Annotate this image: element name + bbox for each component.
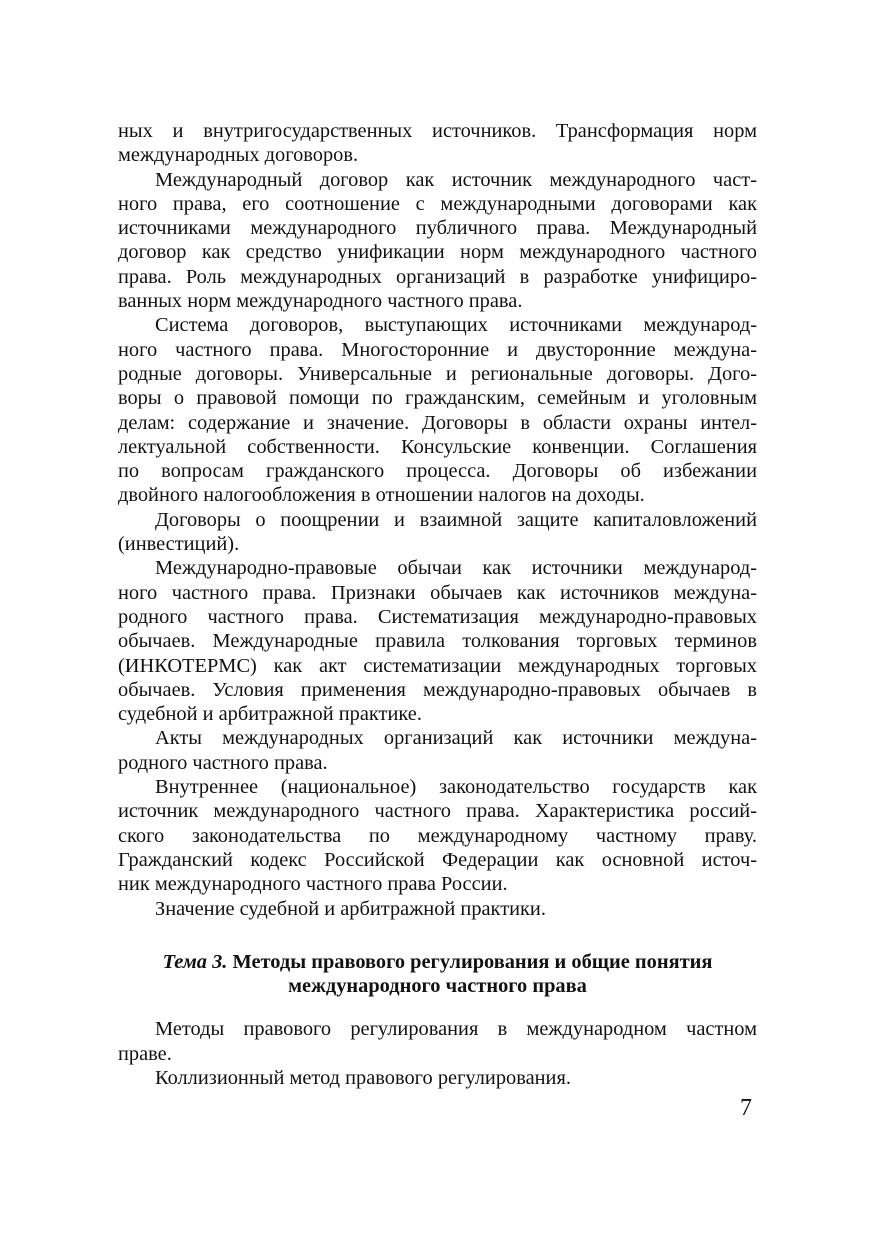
topic-title-part-1: Методы правового регулирования и общие понятия — [232, 950, 713, 973]
paragraph-line: Значение судебной и арбитражной практики. — [155, 897, 546, 920]
paragraph-line: ник международного частного права России. — [118, 873, 508, 896]
section-heading-line-1 — [118, 950, 757, 974]
paragraph-line: Международно-правовые обычаи как источники международ- — [155, 557, 757, 580]
paragraph — [118, 119, 757, 168]
page-body — [118, 119, 757, 1090]
paragraph-line: Гражданский кодекс Российской Федерации как основной источ- — [118, 848, 757, 871]
paragraph-line: родные договоры. Универсальные и региональные договоры. Дого- — [118, 362, 757, 385]
paragraph-line: Коллизионный метод правового регулирования. — [155, 1066, 571, 1089]
paragraph-line: права. Роль международных организаций в разработке унифициро- — [118, 265, 757, 288]
paragraph-line: ных и внутригосударственных источников. Трансформация норм — [118, 120, 757, 142]
page-number: 7 — [740, 1095, 752, 1121]
paragraph — [118, 313, 757, 507]
paragraph — [118, 508, 757, 557]
paragraph-line: по вопросам гражданского процесса. Договоры об избежании — [118, 460, 757, 483]
paragraph-line: воры о правовой помощи по гражданским, семейным и уголовным — [118, 387, 757, 410]
paragraph-line: Договоры о поощрении и взаимной защите капиталовложений — [155, 508, 757, 531]
paragraph-line: (инвестиций). — [118, 533, 240, 556]
paragraph — [118, 726, 757, 775]
paragraph-line: договор как средство унификации норм международного частного — [118, 241, 757, 264]
topic-label: Тема 3. — [162, 950, 228, 973]
paragraph-line: ского законодательства по международному частному праву. — [118, 824, 757, 847]
paragraph — [118, 897, 757, 921]
paragraph-line: источник международного частного права. Характеристика россий- — [118, 800, 757, 823]
paragraph — [118, 556, 757, 726]
paragraph-line: делам: содержание и значение. Договоры в области охраны интел- — [118, 411, 757, 434]
paragraph-line: родного частного права. — [118, 751, 328, 774]
paragraph — [118, 1017, 757, 1066]
paragraph-line: обычаев. Международные правила толкования торговых терминов — [118, 630, 757, 653]
paragraph — [118, 168, 757, 314]
paragraph — [118, 1066, 757, 1090]
paragraph-line: Акты международных организаций как источники междуна- — [155, 727, 757, 750]
section-heading — [118, 950, 757, 999]
paragraph-line: обычаев. Условия применения международно-правовых обычаев в — [118, 678, 757, 701]
paragraph-line: Международный договор как источник международного част- — [155, 168, 757, 191]
topic-title-part-2: международного частного права — [288, 975, 587, 998]
paragraph-line: Система договоров, выступающих источниками международ- — [155, 314, 757, 337]
paragraph-line: двойного налогообложения в отношении налогов на доходы. — [118, 484, 645, 507]
body-text-after-heading — [118, 1017, 757, 1090]
paragraph-line: источниками международного публичного права. Международный — [118, 217, 757, 240]
body-text — [118, 119, 757, 921]
paragraph-line: ванных норм международного частного права. — [118, 290, 523, 313]
paragraph-line: праве. — [118, 1042, 172, 1065]
paragraph-line: судебной и арбитражной практике. — [118, 703, 422, 726]
paragraph-line: (ИНКОТЕРМС) как акт систематизации международных торговых — [118, 654, 757, 677]
paragraph-line: ного частного права. Многосторонние и двусторонние междуна- — [118, 338, 757, 361]
paragraph-line: Методы правового регулирования в международном частном — [155, 1018, 757, 1041]
paragraph-line: международных договоров. — [118, 144, 359, 167]
paragraph-line: Внутреннее (национальное) законодательство государств как — [155, 776, 757, 799]
paragraph-line: ного частного права. Признаки обычаев как источников междуна- — [118, 581, 757, 604]
paragraph — [118, 775, 757, 896]
paragraph-line: родного частного права. Систематизация международно-правовых — [118, 605, 757, 628]
paragraph-line: ного права, его соотношение с международными договорами как — [118, 192, 757, 215]
paragraph-line: лектуальной собственности. Консульские конвенции. Соглашения — [118, 435, 757, 458]
